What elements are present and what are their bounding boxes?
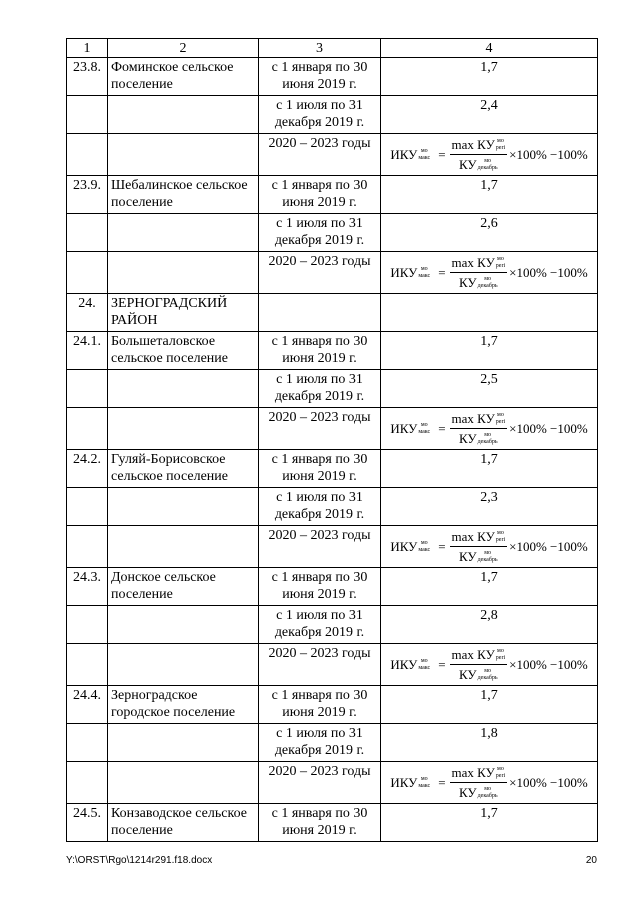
formula-tail: ×100% −100% [509,657,588,672]
row-number: 24.1. [67,332,108,370]
row-number [67,606,108,644]
formula-numerator [450,764,508,783]
table-row [67,762,598,804]
settlement-name [108,488,259,526]
formula-cell [381,526,598,568]
formula-numerator-text: max КУ [451,137,495,152]
row-number: 24.5. [67,804,108,842]
formula-numerator-sup: мо [497,529,504,536]
formula-iku-indices [418,658,430,672]
formula-numerator-indices [496,412,505,426]
formula-denominator-sub: декабрь [477,438,498,445]
index-value: 2,6 [381,214,598,252]
settlement-name: Донское сельское поселение [108,568,259,606]
row-number: 24.3. [67,568,108,606]
formula-equals: = [438,421,446,436]
table-row [67,134,598,176]
formula-denominator-sup: мо [484,549,492,556]
formula-numerator [450,646,508,665]
row-number [67,644,108,686]
period-cell: с 1 января по 30 июня 2019 г. [259,176,381,214]
row-number [67,96,108,134]
formula-iku: ИКУ [390,421,418,436]
table-row [67,568,598,606]
settlement-name [108,408,259,450]
formula-cell [381,644,598,686]
formula-iku-sub: макс [418,429,431,435]
formula-denominator-indices [478,786,498,800]
formula-equals: = [438,775,446,790]
formula-iku-sup: мо [420,776,428,782]
formula-tail: ×100% −100% [509,539,588,554]
table-row [67,96,598,134]
settlement-name [108,134,259,176]
formula-tail: ×100% −100% [509,265,588,280]
formula-iku-sup: мо [420,266,428,272]
settlement-name: Шебалинское сельское поселение [108,176,259,214]
settlement-name: Фоминское сельское поселение [108,58,259,96]
settlement-name [108,370,259,408]
formula-numerator-sup: мо [497,255,504,262]
table-row [67,332,598,370]
row-number [67,488,108,526]
index-value: 1,7 [381,568,598,606]
settlement-name: ЗЕРНОГРАДСКИЙ РАЙОН [108,294,259,332]
index-value: 2,3 [381,488,598,526]
settlement-name [108,724,259,762]
table-row [67,606,598,644]
formula-numerator-text: max КУ [451,765,495,780]
formula-numerator [450,136,508,155]
formula [390,410,587,447]
formula-tail: ×100% −100% [509,775,588,790]
formula-denominator-sup: мо [484,431,492,438]
formula-denominator-sup: мо [484,667,492,674]
formula [390,254,587,291]
settlement-name [108,526,259,568]
formula-iku: ИКУ [390,775,418,790]
formula-fraction [450,528,508,565]
row-number: 23.8. [67,58,108,96]
period-cell: 2020 – 2023 годы [259,408,381,450]
formula-numerator-sub: рeri [495,654,506,661]
formula-fraction [450,646,508,683]
formula-iku-sup: мо [420,540,428,546]
formula-denominator-sup: мо [484,275,492,282]
table-row [67,58,598,96]
formula-iku-sub: макс [418,547,431,553]
formula-denominator-indices [478,668,498,682]
settlement-name [108,606,259,644]
formula-numerator-indices [496,256,505,270]
row-number [67,762,108,804]
table-row [67,176,598,214]
formula-numerator-text: max КУ [451,647,495,662]
formula-numerator-text: max КУ [451,255,495,270]
period-cell: 2020 – 2023 годы [259,526,381,568]
formula-numerator-sub: рeri [495,536,506,543]
tariff-table [66,38,598,842]
formula-iku: ИКУ [390,657,418,672]
formula-numerator [450,410,508,429]
period-cell: 2020 – 2023 годы [259,252,381,294]
formula-denominator [457,155,500,173]
row-number [67,526,108,568]
formula-iku-sub: макс [418,665,431,671]
formula-denominator-text: КУ [459,549,477,564]
formula-denominator [457,429,500,447]
formula-numerator-indices [496,530,505,544]
formula-denominator-sub: декабрь [477,792,498,799]
formula-iku-sup: мо [420,658,428,664]
period-cell: 2020 – 2023 годы [259,644,381,686]
settlement-name [108,96,259,134]
column-header: 1 [67,39,108,58]
settlement-name [108,214,259,252]
formula-iku-sup: мо [420,422,428,428]
table-header-row [67,39,598,58]
column-header: 2 [108,39,259,58]
formula-numerator-sub: рeri [495,772,506,779]
table-row [67,252,598,294]
settlement-name: Конзаводское сельское поселение [108,804,259,842]
column-header: 3 [259,39,381,58]
formula-fraction [450,254,508,291]
formula-numerator-indices [496,766,505,780]
period-cell: с 1 января по 30 июня 2019 г. [259,568,381,606]
formula-numerator [450,254,508,273]
period-cell: с 1 января по 30 июня 2019 г. [259,450,381,488]
formula-denominator-sub: декабрь [477,674,498,681]
formula-tail: ×100% −100% [509,421,588,436]
footer-page-number: 20 [585,855,597,866]
table-row [67,686,598,724]
formula-iku: ИКУ [390,147,418,162]
index-value: 1,7 [381,450,598,488]
formula-numerator [450,528,508,547]
formula-denominator-sub: декабрь [477,556,498,563]
table-row [67,294,598,332]
row-number: 24.4. [67,686,108,724]
period-cell: с 1 июля по 31 декабря 2019 г. [259,214,381,252]
formula-numerator-indices [496,648,505,662]
period-cell: с 1 января по 30 июня 2019 г. [259,58,381,96]
settlement-name [108,762,259,804]
formula-cell [381,252,598,294]
formula-fraction [450,136,508,173]
formula-denominator-sup: мо [484,785,492,792]
formula-numerator-sup: мо [497,137,504,144]
formula-denominator [457,547,500,565]
formula-denominator-sup: мо [484,157,492,164]
table-row [67,804,598,842]
formula-equals: = [438,147,446,162]
footer-file-path: Y:\ORST\Rgo\1214r291.f18.docx [66,855,213,866]
row-number: 24. [67,294,108,332]
formula-numerator-sub: рeri [495,418,506,425]
formula-denominator-text: КУ [459,275,477,290]
index-value: 1,7 [381,686,598,724]
formula-iku-sub: макс [418,783,431,789]
formula-iku-sub: макс [418,155,431,161]
formula-denominator-text: КУ [459,667,477,682]
formula-iku-indices [418,148,430,162]
formula-equals: = [438,539,446,554]
formula-iku-indices [418,540,430,554]
index-value: 2,4 [381,96,598,134]
row-number: 24.2. [67,450,108,488]
row-number [67,214,108,252]
index-value: 2,5 [381,370,598,408]
index-value: 1,8 [381,724,598,762]
period-cell: с 1 июля по 31 декабря 2019 г. [259,488,381,526]
formula-iku-indices [418,776,430,790]
formula-iku-indices [418,266,430,280]
settlement-name [108,252,259,294]
formula-denominator-text: КУ [459,431,477,446]
formula-iku-indices [418,422,430,436]
formula-denominator-sub: декабрь [477,282,498,289]
period-cell: с 1 июля по 31 декабря 2019 г. [259,96,381,134]
formula-denominator-indices [478,158,498,172]
settlement-name: Зерноградское городское поселение [108,686,259,724]
index-value: 1,7 [381,176,598,214]
formula-numerator-text: max КУ [451,529,495,544]
table-row [67,724,598,762]
formula-numerator-indices [496,138,505,152]
formula-denominator-indices [478,432,498,446]
row-number [67,252,108,294]
period-cell: с 1 января по 30 июня 2019 г. [259,804,381,842]
period-cell: с 1 января по 30 июня 2019 г. [259,686,381,724]
table-row [67,488,598,526]
settlement-name: Большеталовское сельское поселение [108,332,259,370]
row-number [67,724,108,762]
period-cell: с 1 января по 30 июня 2019 г. [259,332,381,370]
formula [390,528,587,565]
formula-denominator-indices [478,276,498,290]
formula-denominator [457,665,500,683]
period-cell: с 1 июля по 31 декабря 2019 г. [259,606,381,644]
formula-numerator-text: max КУ [451,411,495,426]
formula-denominator-text: КУ [459,157,477,172]
formula-iku: ИКУ [390,539,418,554]
index-value: 1,7 [381,804,598,842]
period-cell: 2020 – 2023 годы [259,762,381,804]
column-header: 4 [381,39,598,58]
period-cell: с 1 июля по 31 декабря 2019 г. [259,724,381,762]
table-row [67,526,598,568]
period-cell: с 1 июля по 31 декабря 2019 г. [259,370,381,408]
index-value: 2,8 [381,606,598,644]
formula-equals: = [438,657,446,672]
formula-cell [381,762,598,804]
formula [390,764,587,801]
index-value: 1,7 [381,332,598,370]
settlement-name: Гуляй-Борисовское сельское поселение [108,450,259,488]
table-body [67,58,598,842]
row-number [67,134,108,176]
formula-tail: ×100% −100% [509,147,588,162]
period-cell: 2020 – 2023 годы [259,134,381,176]
formula-cell [381,408,598,450]
formula-numerator-sub: рeri [495,144,506,151]
table-row [67,370,598,408]
formula-cell [381,134,598,176]
formula-denominator-sub: декабрь [477,164,498,171]
table-row [67,214,598,252]
table-row [67,644,598,686]
formula-equals: = [438,265,446,280]
formula-fraction [450,410,508,447]
formula [390,136,587,173]
formula-denominator [457,273,500,291]
formula-numerator-sub: рeri [495,262,506,269]
row-number [67,408,108,450]
formula [390,646,587,683]
row-number: 23.9. [67,176,108,214]
formula-numerator-sup: мо [497,411,504,418]
index-value [381,294,598,332]
formula-iku: ИКУ [390,265,418,280]
formula-numerator-sup: мо [497,647,504,654]
formula-iku-sup: мо [420,148,428,154]
formula-denominator-indices [478,550,498,564]
formula-numerator-sup: мо [497,765,504,772]
row-number [67,370,108,408]
formula-denominator-text: КУ [459,785,477,800]
table-row [67,408,598,450]
formula-fraction [450,764,508,801]
table-row [67,450,598,488]
settlement-name [108,644,259,686]
index-value: 1,7 [381,58,598,96]
formula-denominator [457,783,500,801]
period-cell [259,294,381,332]
formula-iku-sub: макс [418,273,431,279]
